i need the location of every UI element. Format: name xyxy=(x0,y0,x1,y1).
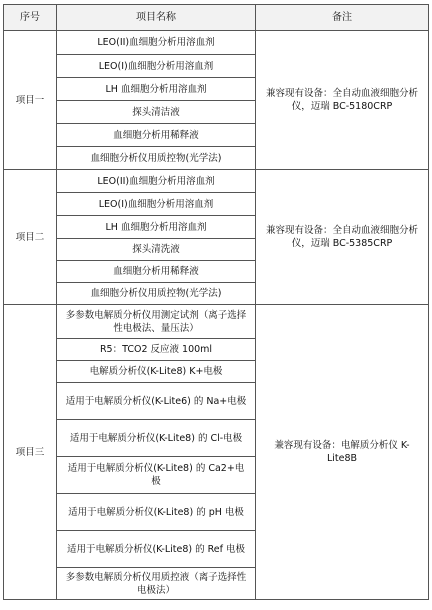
item-name: LEO(II)血细胞分析用溶血剂 xyxy=(57,170,256,193)
item-name: LEO(I)血细胞分析用溶血剂 xyxy=(57,55,256,78)
item-name: 血细胞分析用稀释液 xyxy=(57,124,256,147)
item-name: 适用于电解质分析仪(K-Lite6) 的 Na+电极 xyxy=(57,383,256,420)
group-label: 项目三 xyxy=(4,305,57,600)
group-note: 兼容现有设备：电解质分析仪 K-Lite8B xyxy=(256,305,429,600)
header-note: 备注 xyxy=(256,5,429,31)
table-row xyxy=(4,31,429,55)
item-name: 多参数电解质分析仪用测定试剂（离子选择性电极法、量压法） xyxy=(57,305,256,339)
item-name: 适用于电解质分析仪(K-Lite8) 的 Ca2+电极 xyxy=(57,457,256,494)
header-no: 序号 xyxy=(4,5,57,31)
item-name: R5：TCO2 反应液 100ml xyxy=(57,339,256,361)
item-name: 多参数电解质分析仪用质控液（离子选择性电极法） xyxy=(57,568,256,600)
item-name: 适用于电解质分析仪(K-Lite8) 的 Cl-电极 xyxy=(57,420,256,457)
item-name: 适用于电解质分析仪(K-Lite8) 的 pH 电极 xyxy=(57,494,256,531)
item-name: LH 血细胞分析用溶血剂 xyxy=(57,216,256,239)
table-row xyxy=(4,305,429,339)
item-name: 探头清洗液 xyxy=(57,239,256,261)
item-name: LH 血细胞分析用溶血剂 xyxy=(57,78,256,101)
group-note: 兼容现有设备：全自动血液细胞分析仪，迈瑞 BC-5180CRP xyxy=(256,31,429,170)
item-name: LEO(II)血细胞分析用溶血剂 xyxy=(57,31,256,55)
header-name: 项目名称 xyxy=(57,5,256,31)
group-note: 兼容现有设备：全自动血液细胞分析仪，迈瑞 BC-5385CRP xyxy=(256,170,429,305)
items-table xyxy=(3,4,429,600)
item-name: 探头清洁液 xyxy=(57,101,256,124)
item-name: 血细胞分析用稀释液 xyxy=(57,261,256,283)
header-row xyxy=(4,5,429,31)
item-name: LEO(I)血细胞分析用溶血剂 xyxy=(57,193,256,216)
group-label: 项目二 xyxy=(4,170,57,305)
item-name: 血细胞分析仪用质控物(光学法) xyxy=(57,283,256,305)
item-name: 血细胞分析仪用质控物(光学法) xyxy=(57,147,256,170)
group-label: 项目一 xyxy=(4,31,57,170)
item-name: 电解质分析仪(K-Lite8) K+电极 xyxy=(57,361,256,383)
item-name: 适用于电解质分析仪(K-Lite8) 的 Ref 电极 xyxy=(57,531,256,568)
table-row xyxy=(4,170,429,193)
